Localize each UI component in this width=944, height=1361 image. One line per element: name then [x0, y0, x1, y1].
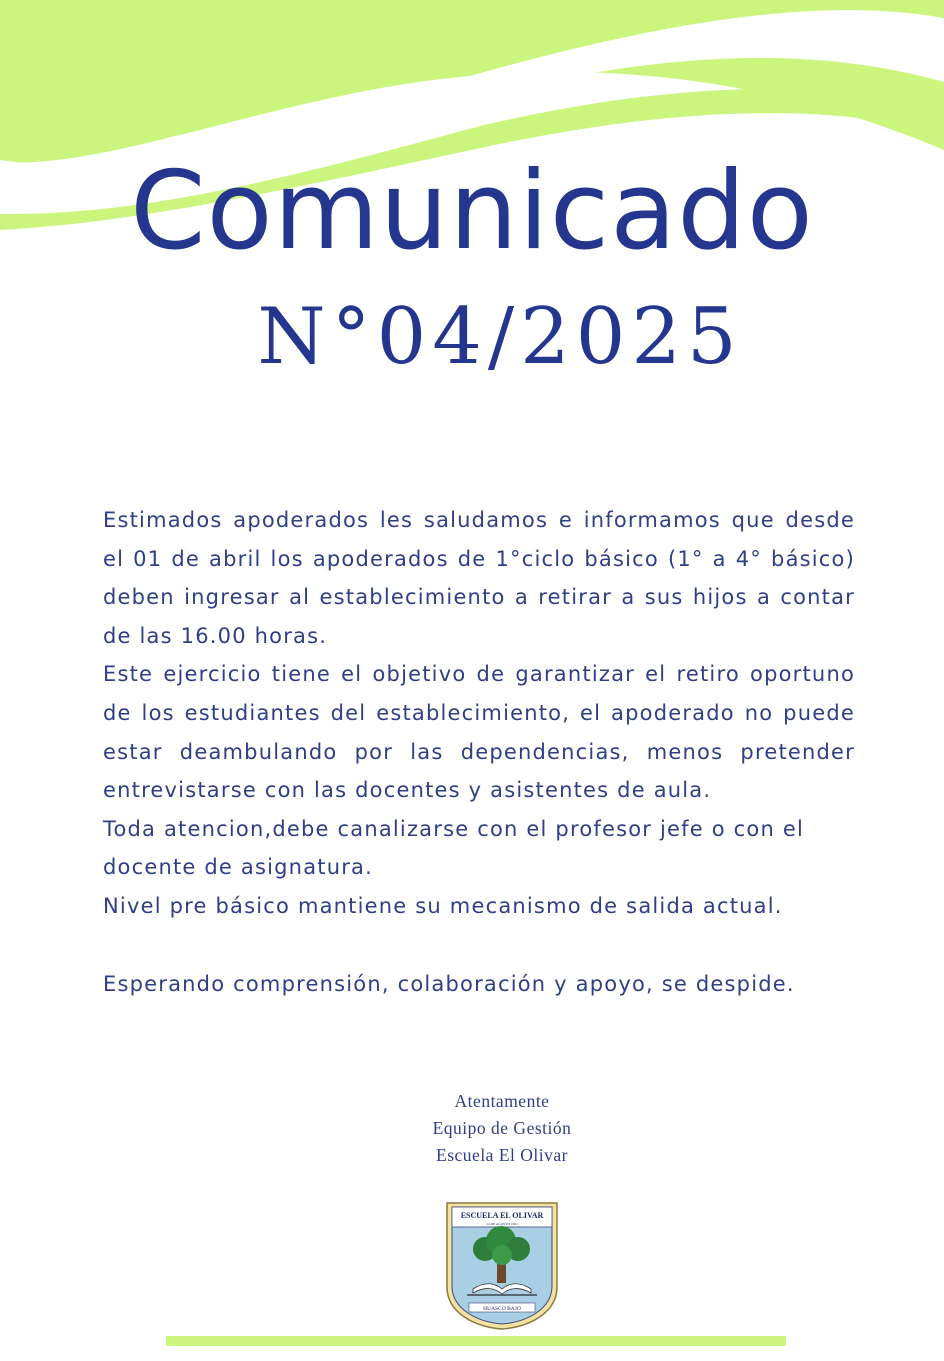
message-body [103, 501, 855, 1003]
paragraph-1: Estimados apoderados les saludamos e informamos que desde el 01 de abril los apoderados de 1°ciclo básico (1° a 4° básico) deben ingresar al establecimiento a retirar a sus hijos a contar de las 16.00 horas. [103, 508, 855, 648]
logo-top-text: ESCUELA EL OLIVAR [460, 1211, 544, 1220]
closing-line: Esperando comprensión, colaboración y apoyo, se despide. [103, 971, 795, 996]
paragraph-3: Toda atencion,debe canalizarse con el profesor jefe o con el docente de asignatura. [103, 816, 804, 880]
school-crest-logo [445, 1201, 559, 1331]
paragraph-spacer [103, 926, 855, 965]
signature-block [402, 1088, 602, 1169]
paragraph-2: Este ejercicio tiene el objetivo de garantizar el retiro oportuno de los estudiantes del establecimiento, el apoderado no puede estar deambulando por las dependencias, menos pretender entrevistarse con las docentes y asistentes de aula. [103, 662, 855, 803]
footer-green-line [166, 1336, 786, 1346]
logo-bottom-text: HUASCO BAJO [483, 1306, 521, 1312]
signature-school: Escuela El Olivar [436, 1145, 568, 1165]
paragraph-4: Nivel pre básico mantiene su mecanismo de salida actual. [103, 893, 783, 918]
signature-team: Equipo de Gestión [432, 1118, 572, 1138]
document-title: Comunicado [130, 149, 814, 274]
signature-greeting: Atentamente [454, 1091, 550, 1111]
document-number: N°04/2025 [257, 292, 743, 382]
logo-sub-text: 14 DE AGOSTO 1961 [486, 1222, 518, 1226]
